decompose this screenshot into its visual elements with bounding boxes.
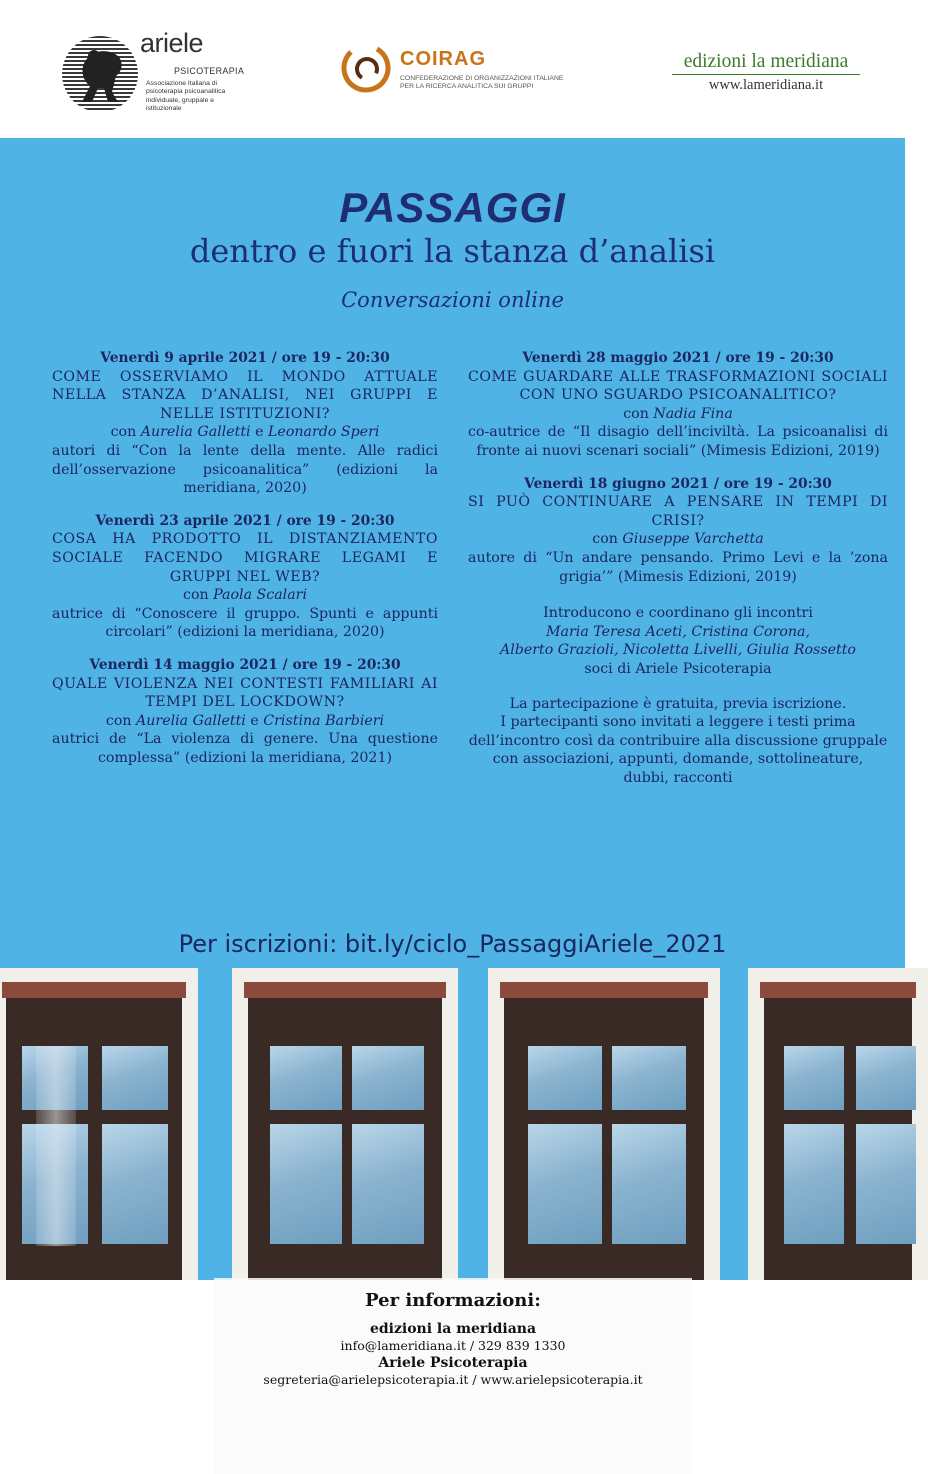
registration-link[interactable]: Per iscrizioni: bit.ly/ciclo_PassaggiAriele_2021: [178, 930, 727, 958]
event-speakers: [52, 423, 438, 442]
info-contact-meridiana[interactable]: info@lameridiana.it / 329 839 1330: [340, 1338, 566, 1353]
organizers-intro: Introducono e coordinano gli incontri: [543, 605, 813, 622]
coirag-logo[interactable]: [340, 42, 580, 102]
meridiana-divider: [672, 74, 860, 75]
with-prefix: con: [105, 712, 132, 729]
speaker-name: Aurelia Galletti: [136, 712, 246, 729]
poster-subtitle: dentro e fuori la stanza d’analisi: [189, 232, 716, 270]
meridiana-name: edizioni la meridiana: [683, 51, 849, 72]
events-left-column: [52, 349, 438, 781]
event-item: [52, 512, 438, 642]
event-title: COSA HA PRODOTTO IL DISTANZIAMENTO SOCIALE FACENDO MIGRARE LEGAMI E GRUPPI NEL WEB?: [52, 531, 438, 585]
poster-tagline: Conversazioni online: [341, 288, 564, 312]
organizers-affiliation: soci di Ariele Psicoterapia: [584, 660, 772, 677]
speaker-name: Leonardo Speri: [268, 424, 380, 441]
speaker-name: Aurelia Galletti: [140, 424, 251, 441]
meridiana-url[interactable]: www.lameridiana.it: [708, 77, 824, 93]
coirag-name: COIRAG: [400, 48, 486, 70]
ariele-figure-icon: [72, 42, 130, 104]
event-book: autore di “Un andare pensando. Primo Levi e la ’zona grigia’” (Mimesis Edizioni, 2019): [468, 549, 888, 585]
event-date: Venerdì 14 maggio 2021 / ore 19 - 20:30: [89, 656, 401, 673]
event-book: autrici de “La violenza di genere. Una questione complessa” (edizioni la meridiana, 2021): [52, 731, 438, 766]
coirag-swirl-icon: [340, 42, 392, 94]
speaker-name: Cristina Barbieri: [263, 712, 385, 729]
speaker-joiner: e: [250, 712, 259, 729]
event-title: SI PUÒ CONTINUARE A PENSARE IN TEMPI DI CRISI?: [468, 494, 888, 529]
event-speakers: [468, 530, 888, 549]
organizers-names: Maria Teresa Aceti, Cristina Corona,: [546, 623, 810, 640]
event-book: autori di “Con la lente della mente. Alle radici dell’osservazione psicoanalitica” (edizioni la meridiana, 2020): [52, 442, 438, 497]
event-date: Venerdì 23 aprile 2021 / ore 19 - 20:30: [95, 512, 395, 529]
ariele-logo[interactable]: [62, 28, 245, 118]
event-title: COME OSSERVIAMO IL MONDO ATTUALE NELLA STANZA D’ANALISI, NEI GRUPPI E NELLE ISTITUZIONI?: [52, 368, 438, 422]
ariele-description: Associazione Italiana di psicoterapia psicoanalitica individuale, gruppale e istituzionale: [146, 80, 226, 113]
info-contact-ariele[interactable]: segreteria@arielepsicoterapia.it / www.arielepsicoterapia.it: [263, 1372, 643, 1387]
participation-instructions: I partecipanti sono invitati a leggere i testi prima dell’incontro così da contribuire alla discussione gruppale con associazioni, appunti, domande, sottolineature, dubbi, racconti: [468, 714, 888, 786]
event-title: QUALE VIOLENZA NEI CONTESTI FAMILIARI AI TEMPI DEL LOCKDOWN?: [52, 675, 438, 711]
event-date: Venerdì 9 aprile 2021 / ore 19 - 20:30: [100, 350, 390, 366]
poster-title: PASSAGGI: [339, 184, 566, 231]
with-prefix: con: [592, 531, 618, 548]
speaker-name: Giuseppe Varchetta: [622, 531, 764, 548]
info-box: [214, 1278, 692, 1474]
coirag-description: CONFEDERAZIONE DI ORGANIZZAZIONI ITALIANE PER LA RICERCA ANALITICA SUI GRUPPI: [400, 75, 564, 91]
window: [488, 968, 720, 1280]
event-title: COME GUARDARE ALLE TRASFORMAZIONI SOCIALI CON UNO SGUARDO PSICOANALITICO?: [468, 368, 888, 404]
event-item: [52, 656, 438, 768]
info-heading: Per informazioni:: [365, 1290, 541, 1311]
windows-illustration: [0, 968, 905, 1387]
organizers: [468, 604, 888, 678]
speaker-name: Nadia Fina: [653, 405, 733, 422]
speaker-joiner: e: [255, 424, 264, 441]
event-book: autrice di “Conoscere il gruppo. Spunti e appunti circolari” (edizioni la meridiana, 2020): [52, 605, 438, 641]
speaker-name: Paola Scalari: [213, 587, 307, 604]
with-prefix: con: [110, 424, 137, 441]
with-prefix: con: [623, 405, 649, 422]
header: [0, 0, 905, 138]
event-speakers: [468, 405, 888, 424]
ariele-subtitle: PSICOTERAPIA: [174, 66, 245, 76]
with-prefix: con: [183, 587, 209, 604]
info-publisher-meridiana: edizioni la meridiana: [369, 1321, 537, 1337]
organizers-names: Alberto Grazioli, Nicoletta Livelli, Giulia Rossetto: [500, 642, 856, 659]
window: [232, 968, 458, 1280]
info-publisher-ariele: Ariele Psicoterapia: [378, 1355, 528, 1371]
window: [0, 968, 198, 1280]
participation-note: [468, 695, 888, 788]
meridiana-logo[interactable]: [668, 51, 864, 94]
event-item: [468, 475, 888, 587]
event-speakers: [52, 586, 438, 605]
window: [748, 968, 928, 1280]
poster: [0, 138, 905, 1387]
event-item: [468, 349, 888, 461]
event-book: co-autrice de “Il disagio dell’inciviltà. La psicoanalisi di fronte ai nuovi scenari sociali” (Mimesis Edizioni, 2019): [468, 424, 888, 459]
events-right-column: [468, 349, 888, 787]
event-item: [52, 349, 438, 498]
event-date: Venerdì 28 maggio 2021 / ore 19 - 20:30: [522, 350, 834, 366]
participation-free: La partecipazione è gratuita, previa iscrizione.: [509, 695, 847, 712]
ariele-name: ariele: [140, 28, 204, 58]
event-date: Venerdì 18 giugno 2021 / ore 19 - 20:30: [524, 475, 832, 492]
event-speakers: [52, 712, 438, 731]
